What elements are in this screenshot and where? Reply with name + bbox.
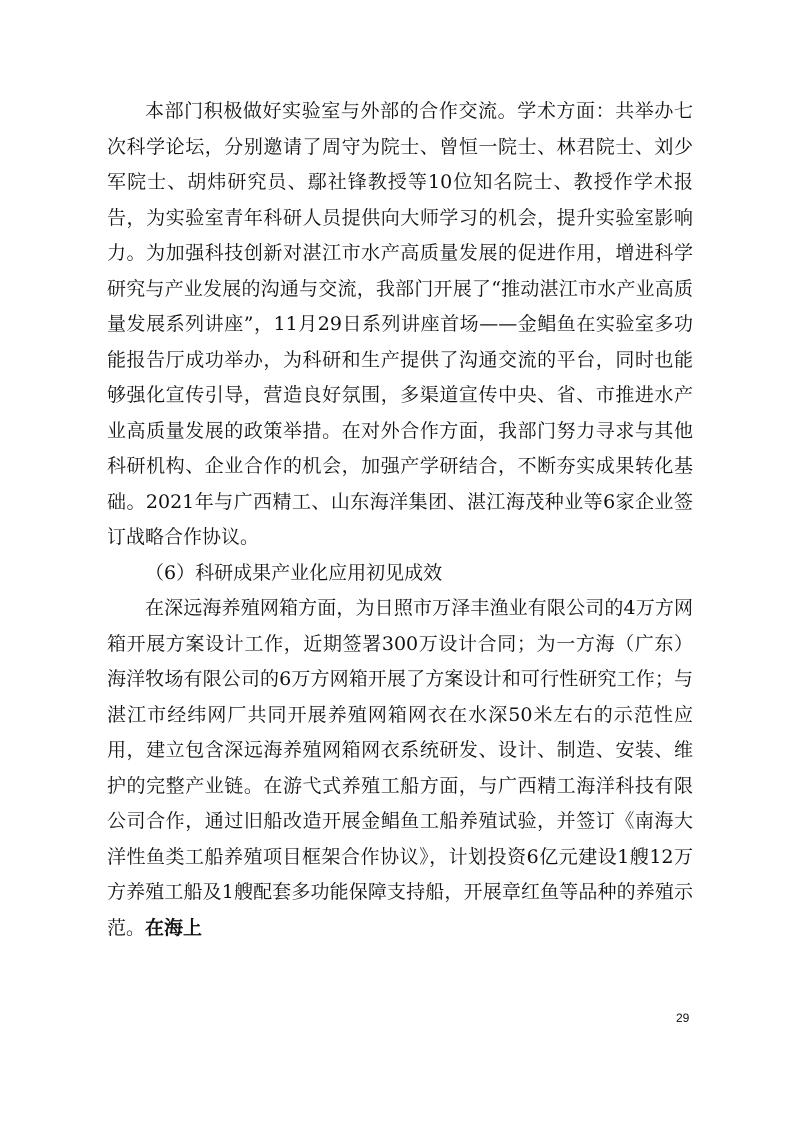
page-number: 29 bbox=[676, 1011, 690, 1025]
section-heading: （6）科研成果产业化应用初见成效 bbox=[145, 561, 443, 584]
paragraph-cooperation: 本部门积极做好实验室与外部的合作交流。学术方面：共举办七次科学论坛，分别邀请了周守为院士、曾恒一院士、林君院士、刘少军院士、胡炜研究员、鄢社锋教授等10位知名院士、教授作学术报告，为实验室青年科研人员提供向大师学习的机会，提升实验室影响力。为加强科技创新对湛江市水产高质量发展的促进作用，增进科学研究与产业发展的沟通与交流，我部门开展了“推动湛江市水产业高质量发展系列讲座”，11月29日系列讲座首场——金鲳鱼在实验室多功能报告厅成功举办，为科研和生产提供了沟通交流的平台，同时也能够强化宣传引导，营造良好氛围，多渠道宣传中央、省、市推进水产业高质量发展的政策举措。在对外合作方面，我部门努力寻求与其他科研机构、企业合作的机会，加强产学研结合，不断夯实成果转化基础。2021年与广西精工、山东海洋集团、湛江海茂种业等6家企业签订战略合作协议。 bbox=[107, 100, 693, 548]
bold-continuation-text: 在海上 bbox=[145, 916, 203, 939]
paragraph-industrialization bbox=[107, 591, 693, 946]
paragraph-industrialization-text: 在深远海养殖网箱方面，为日照市万泽丰渔业有限公司的4万方网箱开展方案设计工作，近期签署300万设计合同；为一方海（广东）海洋牧场有限公司的6万方网箱开展了方案设计和可行性研究工作；与湛江市经纬网厂共同开展养殖网箱网衣在水深50米左右的示范性应用，建立包含深远海养殖网箱网衣系统研发、设计、制造、安装、维护的完整产业链。在游弋式养殖工船方面，与广西精工海洋科技有限公司合作，通过旧船改造开展金鲳鱼工船养殖试验，并签订《南海大洋性鱼类工船养殖项目框架合作协议》，计划投资6亿元建设1艘12万方养殖工船及1艘配套多功能保障支持船，开展章红鱼等品种的养殖示范。 bbox=[107, 597, 693, 939]
body-text bbox=[107, 94, 693, 946]
